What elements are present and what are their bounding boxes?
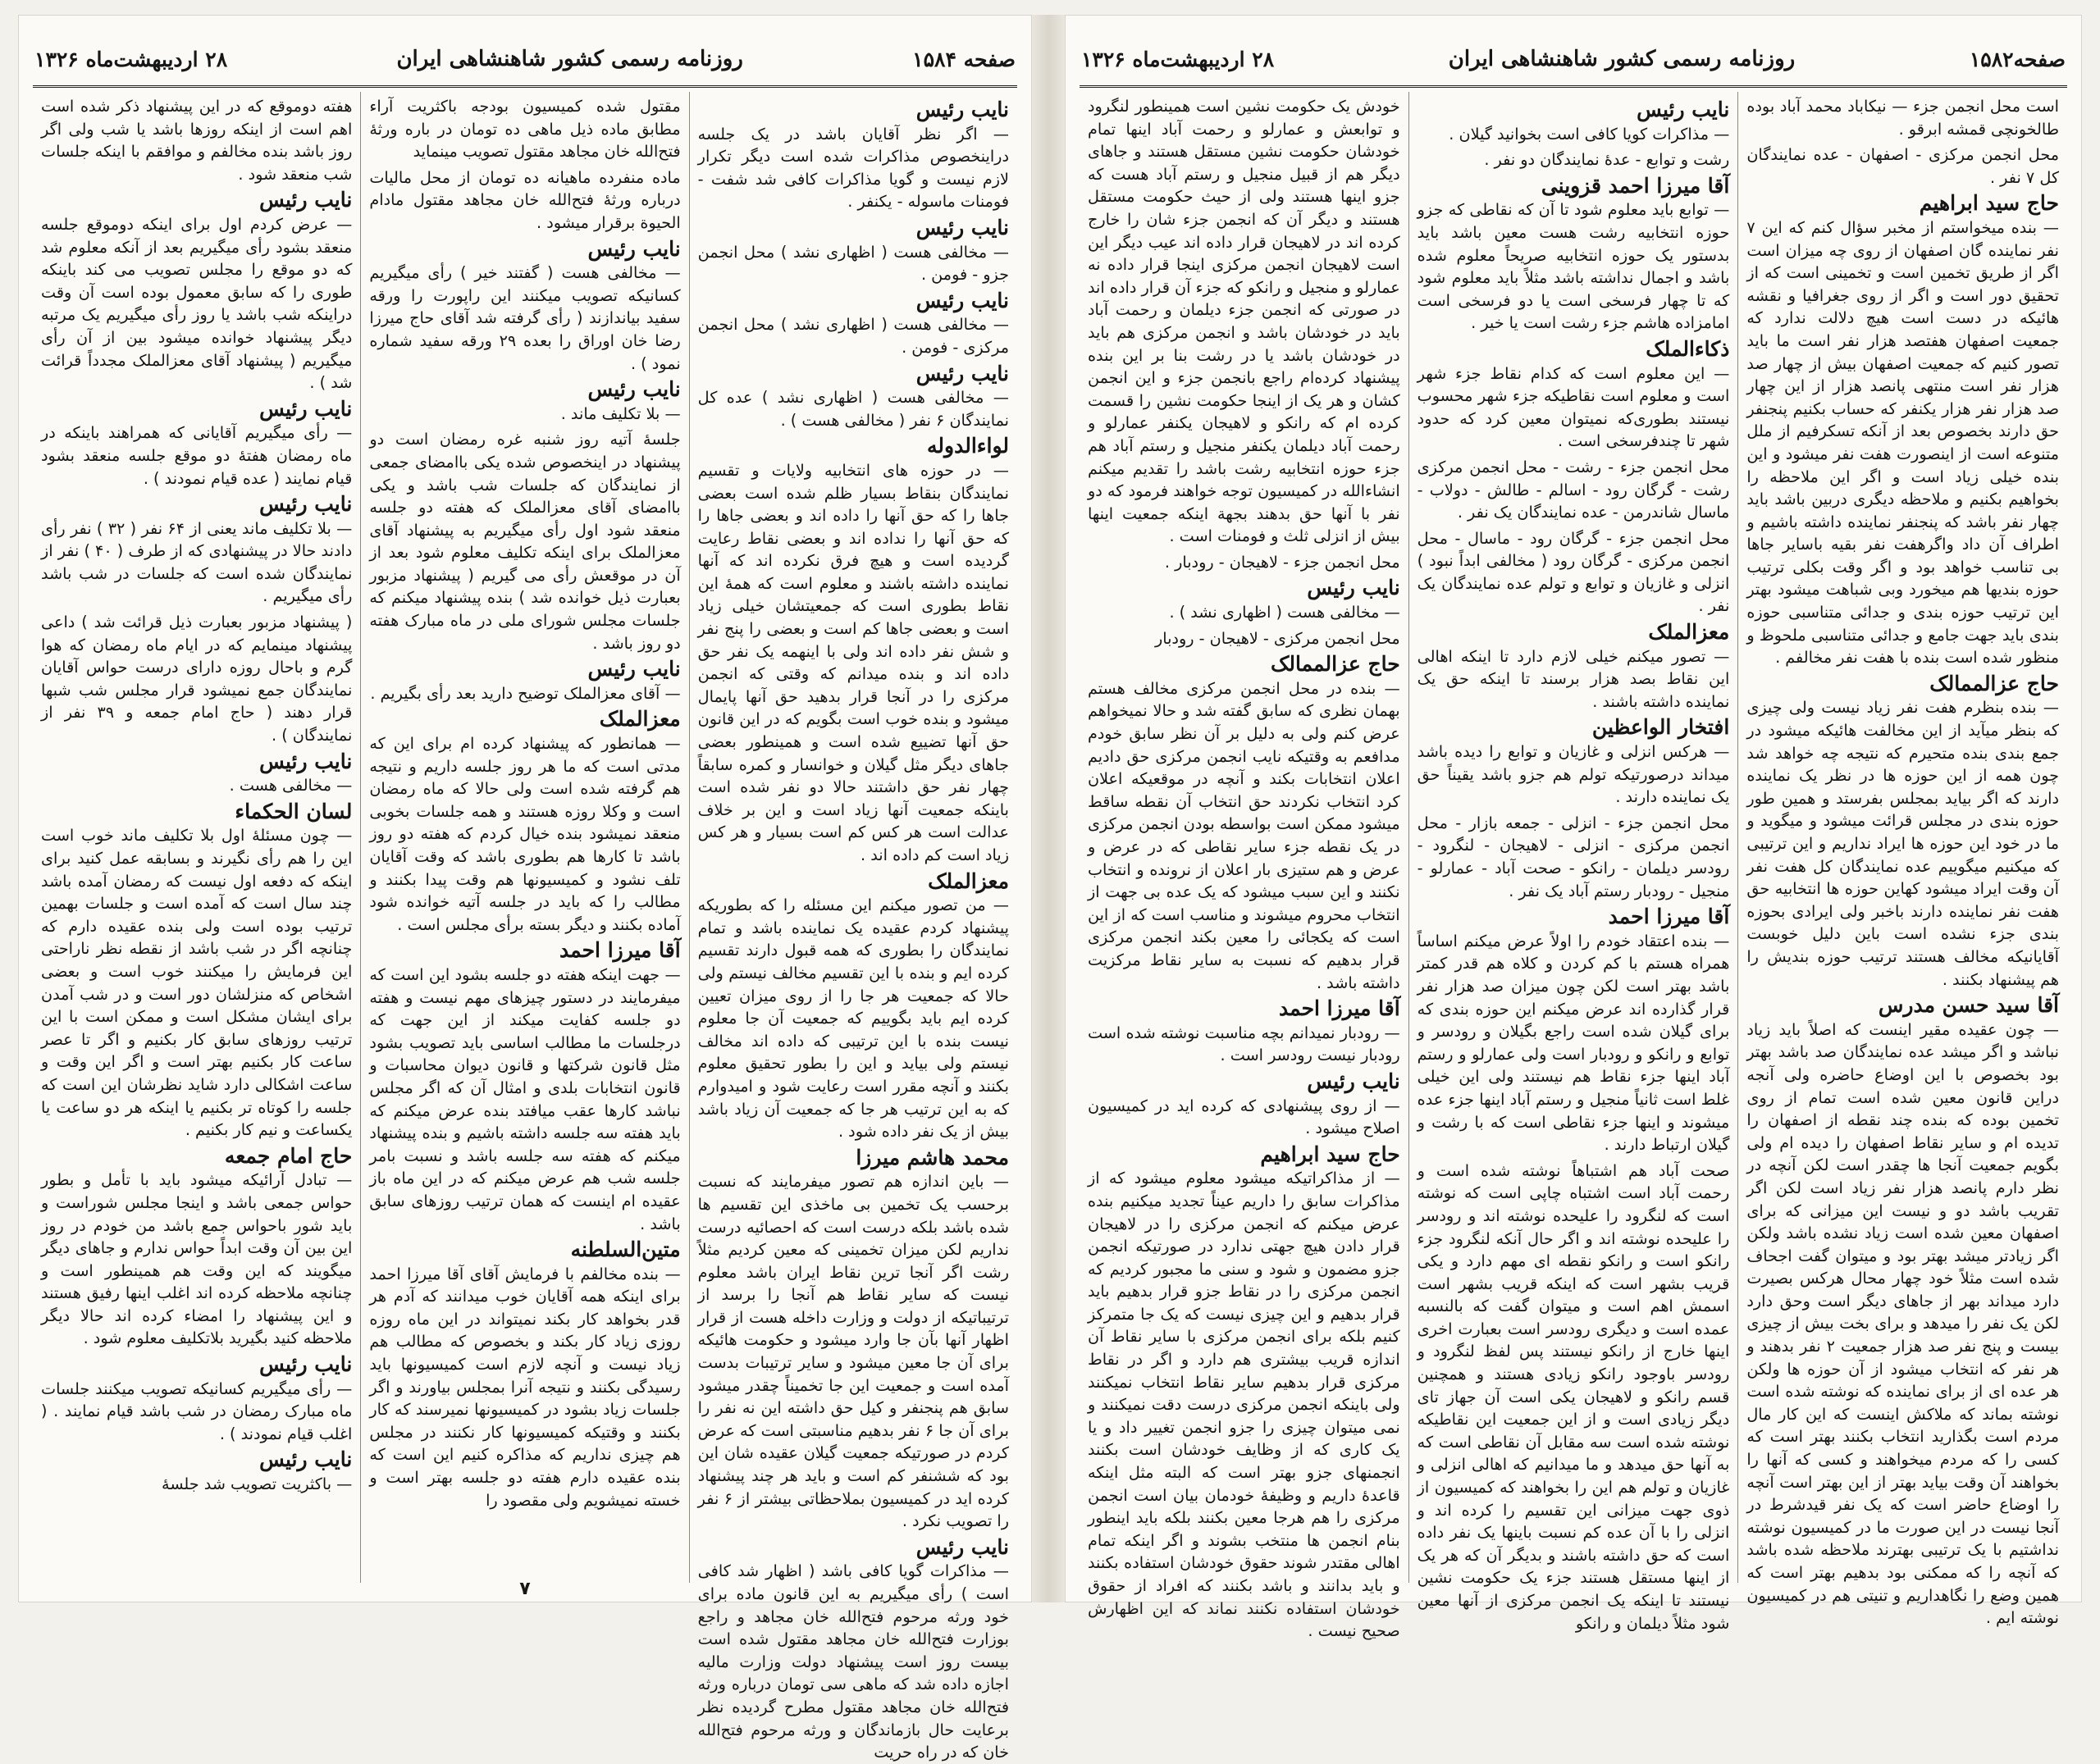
speaker-name: نایب رئیس	[1637, 98, 1730, 121]
speaker-name: نایب رئیس	[1307, 1069, 1400, 1093]
speaker-name: محمد هاشم میرزا	[856, 1145, 1009, 1169]
paragraph: — هرکس انزلی و غازیان و توابع را دیده باشد میداند درصورتیکه تولم هم جزو باشد یقیناً حق یک نماینده دارند .	[1417, 742, 1730, 807]
left-page-date: ۲۸ اردیبهشت‌ماه ۱۳۲۶	[34, 47, 228, 71]
right-page-header	[1081, 43, 2066, 75]
left-column-2	[360, 92, 688, 1583]
paragraph: — مخالفی هست ( گفتند خیر ) رأی میگیریم کسانیکه تصویب میکنند این راپورت را ورقه سفید بیاندازند ( رأی گرفته شد آقای حاج میرزا رضا خان اوراق را بعده ۲۹ ورقه سفید شماره نمود ) .	[369, 263, 681, 373]
left-header-rule	[33, 85, 1017, 88]
speaker-name: لسان الحکماء	[235, 799, 353, 823]
paragraph: محل انجمن جزء - رشت - محل انجمن مرکزی رشت - گرگان رود - اسالم - طالش - دولاب - ماسال شاندرمن - عده نمایندگان یک نفر .	[1417, 457, 1730, 522]
paragraph: — رأی میگیریم کسانیکه تصویب میکنند جلسات ماه مبارک رمضان در شب باشد قیام نمایند . ( اغلب قیام نمودند ) .	[41, 1379, 353, 1443]
right-page-label: صفحه۱۵۸۲	[1969, 47, 2066, 71]
speaker-name: حاج سید ابراهیم	[1260, 1142, 1400, 1166]
paragraph: صحت آباد هم اشتباهاً نوشته شده است و رحمت آباد است اشتباه چاپی است که نوشته است که لنگرود را علیحده نوشته اند و رودسر را علیحده نوشته اند و اگر حال آنکه لنگرود جزء رانکو است و رانکو نقطه ای مهم دارد و یکی قریب بشهر است که اینکه قریب بشهر است اسمش اهم است و میتوان گفت که بالنسبه عمده است و دیگری رودسر است بعبارت اخری اینها خارج از رانکو نیستند پس لفظ لنگرود و رودسر باوجود رانکو زیادی هستند و همچنین قسم رانکو و لاهیجان یکی است آن جهاز تای دیگر زیادی است و از این جمعیت این نقاطیکه نوشته شده است سه مقابل آن نقاطی است که به آنها حق میدهد و ما میدانیم که اهالی انزلی و غازیان و تولم هم این را بخواهند که کمیسیون از ذوی جهت میزانی این تقسیم را کرده اند و انزلی را با آن عده کم نسبت باینها یک نفر داده است که حق داشته باشند و بدیگر آن که هر یک از اینها مستقل هستند جزء یک حکومت نشین نیستند تا اینکه یک انجمن مرکزی از آنها معین شود مثلاً دیلمان و رانکو	[1417, 1160, 1730, 1633]
paragraph: است محل انجمن جزء — نیکاباد محمد آباد بوده طالخونچی قمشه ابرقو .	[1746, 97, 2059, 139]
speaker-name: نایب رئیس	[587, 236, 681, 261]
paragraph: — مخالفی هست .	[229, 776, 353, 795]
paragraph: — جهت اینکه هفته دو جلسه بشود این است که میفرمایند در دستور چیزهای مهم نیست و هفته دو جلسه کفایت میکند از این جهت که درجلسات ما مطالب اساسی باید تصویب بشود مثل قانون شرکتها و قانون دیوان محاسبات و قانون انتخابات بلدی و امثال آن که اگر مجلس نباشد کارها عقب میافتد بنده عرض میکنم که باید هفته سه جلسه داشته باشیم و بنده پیشنهاد میکنم که هفته سه جلسه باشد و نسبت بامر جلسه شب هم عرض میکنم که در این ماه باز عقیده ام اینست که همان ترتیب روزهای سابق باشد .	[369, 964, 681, 1233]
paragraph: — بلا تکلیف ماند .	[560, 403, 681, 423]
speaker-name: نایب رئیس	[1307, 576, 1400, 600]
paragraph: — توابع باید معلوم شود تا آن که نقاطی که جزو حوزه انتخابیه رشت هست معین باشد باید بدستور یک حوزه انتخابیه صریحاً معلوم شده باشد و اجمال نداشته باشد مثلاً باید معلوم شود که تا چهار فرسخی است یا دو فرسخی است امامزاده هاشم جزء رشت است یا خیر .	[1417, 200, 1730, 333]
paragraph: — بنده میخواستم از مخبر سؤال کنم که این ۷ نفر نماینده گان اصفهان از روی چه میزان است اگر از طریق تخمین است و تخمینی است که از تحقیق دور است و اگر از روی جغرافیا و نقشه هائیکه در دست است هیچ دلالت ندارد که جمعیت اصفهان هفتصد هزار نفر است ما باید تصور کنیم که جمعیت اصفهان بیش از چهار صد هزار نفر است منتهی پانصد هزار از این چهار صد هزار نفر هزار یکنفر که حساب بکنیم پنجنفر حق دارند بخصوص بعد از آنکه تسکرفیم از ملل متنوعه است از اینصورت هفت نفر میشود و این بنده خیلی زیاد است و اگر این ملاحظه را بخواهیم بکنیم و ملاحظه دیگری دربین باشد باید چهار نفر باشد که پنجنفر نماینده داشته باشیم و اطراف آن داد واگرهفت نفر بقیه باسایر جاها بی تناسب خواهد بود و اگر وقت بکلی ترتیب حوزه بندیها هم میخورد وبی شباهت میشود بهتر این ترتیب حوزه بندی و جدائی متناسبی حوزه بندی باید جهت جامع و جدائی متناسبی ملحوظ و منظور شده است بنده با هفت نفر مخالفم .	[1746, 217, 2059, 668]
speaker-name: نایب رئیس	[259, 1447, 353, 1472]
paragraph: مقتول شده کمیسیون بودجه باکثریت آراء مطابق ماده ذیل ماهی ده تومان در باره ورثهٔ فتح‌الله خان مجاهد مقتول تصویب مینماید	[369, 97, 681, 162]
paragraph: — مخالفی هست ( اظهاری نشد ) .	[1169, 603, 1400, 622]
paragraph: — آقای معزالملک توضیح دارید بعد رأی بگیریم .	[370, 683, 681, 703]
paragraph: ماده منفرده ماهیانه ده تومان از محل مالیات درباره ورثهٔ فتح‌الله خان مجاهد مقتول مادام الحیوة برقرار میشود .	[369, 167, 681, 232]
paragraph: — من تصور میکنم این مسئله را که بطوریکه پیشنهاد کردم عقیده یک نماینده باشد و تمام نمایندگان را بطوری که همه قبول دارند تقسیم کرده ایم و بنده با این تقسیم مخالف نیستم ولی حالا که جمعیت هر جا را از روی میزان تعیین کرده ایم باید بگوییم که جمعیت آن جا معلوم نیست بنده با این ترتیبی که داده اند مخالف نیستم ولی بیاید و این را بطور تحقیق معلوم بکنند و آنچه مقرر است رعایت شود و امیدوارم که به این ترتیب هر جا که جمعیت آن زیاد باشد بیش از یک نفر داده شود .	[697, 896, 1009, 1142]
speaker-name: معزالملک	[1648, 620, 1730, 645]
speaker-name: نایب رئیس	[587, 377, 681, 402]
paragraph: جلسهٔ آتیه روز شنبه غره رمضان است دو پیشنهاد در اینخصوص شده یکی باامضای جمعی از نمایندگان که جلسات شب باشد و یکی باامضای آقای معزالملک که هفته دو جلسه منعقد شود اول رأی میگیریم به پیشنهاد آقای معزالملک برای اینکه تکلیف معلوم شود بعد از آن در موقعش رأی می گیریم ( پیشنهاد مزبور بعبارت ذیل خوانده شد ) بنده پیشنهاد میکنم که جلسات مجلس شورای ملی در ماه مبارک هفته دو روز باشد .	[369, 430, 681, 653]
page-number: ۷	[519, 1579, 531, 1599]
right-column-2	[1408, 92, 1738, 1633]
paragraph: — رأی میگیریم آقایانی که همراهند باینکه در ماه رمضان هفتهٔ دو موقع جلسه منعقد بشود قیام نمایند ( عده قیام نمودند ) .	[41, 423, 353, 488]
paragraph: هفته دوموقع که در این پیشنهاد ذکر شده است اهم است از اینکه روزها باشد یا شب ولی اگر روز باشد بنده مخالفم و موافقم با اینکه جلسات شب منعقد شود .	[41, 97, 353, 184]
paragraph: خودش یک حکومت نشین است همینطور لنگرود و توابعش و عمارلو و رحمت آباد اینها تمام خودشان حکومت نشین مستقل هستند و جاهای دیگر هم از قبیل منجیل و رستم آباد هست که جزو اینها هستند ولی از حیث حکومت مستقل هستند و دیگر آن که انجمن جزء شان را خارج کرده اند در لاهیجان قرار داده اند عیب دیگر این است لاهیجان انجمن مرکزی اینجا قرار داده نه عمارلو و منجیل و رانکو که جزء آن قرار داده اند در صورتی که انجمن جزء دیلمان و رحمت آباد باید در خودشان باشد و انجمن مرکزی هم باید در خودشان باشد یا در رشت بنا بر این بنده پیشنهاد کرده‌ام راجع بانجمن جزء و این انجمن کشان و هر یک از اینجا حکومت نشین را قسمت کرده ام که رانکو و لاهیجان یکنفر عمارلو و رحمت آباد دیلمان یکنفر منجیل و رستم آباد هم جزء حوزه انتخابیه رشت باشد را تقدیم میکنم انشاء‌الله در کمیسیون توجه خواهند فرمود که دو نفر با آنها حق بدهند بجهة اینکه جمعیت اینها بیش از انزلی ثلث و فومنات است .	[1087, 97, 1400, 546]
speaker-name: حاج امام جمعه	[224, 1143, 353, 1168]
speaker-name: نایب رئیس	[259, 749, 353, 773]
right-page-title: روزنامه رسمی کشور شاهنشاهی ایران	[1448, 47, 1796, 71]
speaker-name: معزالملک	[928, 868, 1009, 893]
paragraph: — مخالفی هست ( اظهاری نشد ) محل انجمن مرکزی - فومن .	[697, 315, 1009, 357]
left-page-label: صفحه ۱۵۸۴	[912, 47, 1016, 71]
paragraph: — تبادل آرائیکه میشود باید با تأمل و بطور حواس جمعی باشد و اینجا مجلس شوراست و باید شور باحواس جمع باشد من خودم در روز این بین آن وقت ابداً حواس ندارم و جاهای دیگر میگویند که این وقت هم همینطور است و چنانچه ملاحظه کرده اند اغلب اینها رفیق هستند و این پیشنهاد را امضاء کرده اند حالا دیگر ملاحظه کنید بگیرید بلاتکلیف معلوم شود .	[41, 1170, 353, 1348]
speaker-name: آقا میرزا احمد قزوینی	[1541, 173, 1730, 198]
paragraph: رشت و توابع - عدهٔ نمایندگان دو نفر .	[1484, 150, 1730, 170]
speaker-name: نایب رئیس	[915, 361, 1009, 385]
speaker-name: نایب رئیس	[259, 1352, 353, 1377]
left-column-3	[33, 92, 360, 1583]
right-header-rule	[1080, 85, 2067, 88]
left-page-header	[34, 43, 1016, 75]
right-page	[1065, 15, 2082, 1641]
paragraph: — باکثریت تصویب شد جلسهٔ	[162, 1475, 353, 1494]
paragraph: — این معلوم است که کدام نقاط جزء شهر است و معلوم است نقاطیکه جزء شهر محسوب نیستند بطوری‌که نمیتوان معین کرد که حدود شهر تا چندفرسخی است .	[1417, 363, 1730, 451]
paragraph: — بنده در محل انجمن مرکزی مخالف هستم بهمان نظری که سابق گفته شد و حالا نمیخواهم عرض کنم ولی به دلیل بر آن نظر سابق خودم مدافعم به وقتیکه نایب انجمن مرکزی حق دادیم اعلان انتخابات بکند و آنچه در موقعیکه اعلان کرد انتخاب نکردند حق انتخاب آن نقطه ساقط میشود ممکن است بواسطه بودن انجمن مرکزی در یک نقطه جزء سایر نقاطی که در عرض و عرض و هم ستیزی بار اعلان از نرونده و انتخاب نکنند و این سبب میشود که یک عده بی جهت از انتخاب محروم میشوند و مناسب است که از این است که یکجائی را معین بکند انجمن مرکزی قرار بدهیم که نسبت به سایر نقاط مرکزیت داشته باشد .	[1087, 678, 1400, 992]
speaker-name: آقا سید حسن مدرس	[1878, 993, 2059, 1018]
paragraph: — باین اندازه هم تصور میفرمایند که نسبت برحسب یک تخمین بی ماخذی این تقسیم ها شده باشد بلکه درست است که احصائیه درست نداریم لکن میزان تخمینی که معین کردیم مثلاً رشت اگر آنجا ترین نقاط ایران باشد معلوم نیست که سایر نقاط هم آنجا را برسد از ترتیباتیکه از دولت و وزارت داخله هست از قرار اظهار آنها بآن جا وارد میشود و حکومت هائیکه برای آن جا معین میشود و سایر ترتیبات بدست آمده است و جمعیت این جا تخمیناً چقدر میشود سابق هم پنجنفر و کیل حق داشته این نه نفر را برای آن جا ۶ نفر بدهیم مناسبتی است که عرض کردم در صورتیکه جمعیت گیلان عقیده شان این بود که ششنفر کم است و باید هر چند پیشنهاد کرده اید در کمیسیون بملاحظاتی بیشتر از ۶ نفر را تصویب نکرد .	[697, 1172, 1009, 1531]
paragraph: — از روی پیشنهادی که کرده اید در کمیسیون اصلاح میشود .	[1087, 1096, 1400, 1138]
right-column-1	[1737, 92, 2067, 1628]
paragraph: — مذاکرات گویا کافی باشد ( اظهار شد کافی است ) رأی میگیریم به این قانون ماده برای خود ورثه مرحوم فتح‌الله خان مجاهد و راجع بوزارت فتح‌الله خان مجاهد مقتول شده است بیست روز است پیشنهاد دولت وزارت مالیه اجازه داده شد که ماهی سی تومان درباره ورثه فتح‌الله خان مجاهد مقتول مطرح گردیده نظر برعایت حال بازماندگان و ورثه مرحوم فتح‌الله خان که در راه حریت	[697, 1561, 1009, 1762]
left-column-1	[689, 92, 1017, 1762]
paragraph: — از مذاکراتیکه میشود معلوم میشود که از مذاکرات سابق را داریم عیناً تجدید میکنیم بنده عرض میکنم که انجمن مرکزی را در لاهیجان قرار دادن هیچ جهتی ندارد در صورتیکه انجمن جزو مضمون و شود و سنی ما مجبور کردیم که انجمن مرکزی را در نقاط جزو قرار بدهیم باید قرار بدهیم و این چیزی نیست که یک جا متمرکز کنیم بلکه برای انجمن مرکزی با سایر نقاط آن اندازه قریب بیشتری هم دارد و اگر در نقاط مرکزی قرار بدهیم سایر نقاط انتخاب نمیکنند ولی باینکه انجمن مرکزی درست دقت نمیکنند و نمی میتوان چیزی را جزو انجمن تغییر داد و یا یک کاری که از وظایف خودشان است بکنند انجمنهای جزو بهتر است که البته مثل اینکه قاعدهٔ داریم و وظیفهٔ خودمان بیان است انجمن مرکزی را هم هرجا معین بکنند بلکه باید اینطور بنام انجمن ها منتخب بشوند و اگر اینکه تمام اهالی مقتدر شوند حقوق خودشان استفاده بکنند و باید بدانند و باشد بکنند که افراد از حقوق خودشان استفاده نکنند نماند که این اظهارش صحیح نیست .	[1087, 1169, 1400, 1641]
speaker-name: آقا میرزا احمد	[559, 938, 681, 963]
speaker-name: حاج عزالممالک	[1929, 671, 2059, 695]
paragraph: محل انجمن مرکزی - لاهیجان - رودبار	[1154, 628, 1400, 648]
speaker-name: معزالملک	[599, 707, 681, 732]
paragraph: ( پیشنهاد مزبور بعبارت ذیل قرائت شد ) داعی پیشنهاد مینمایم که در ایام ماه رمضان که هوا گرم و باحال روزه دارای درست حواس آقایان نمایندگان جمع نمیشود قرار مجلس شب شبها قرار دهند ( حاج امام جمعه و ۳۹ نفر از نمایندگان ) .	[41, 613, 353, 745]
right-page-columns	[1080, 92, 2067, 1641]
paragraph: — عرض کردم اول برای اینکه دوموقع جلسه منعقد بشود رأی میگیریم بعد از آنکه معلوم شد که دو موقع را مجلس تصویب می کند باینکه طوری را که سابق معمول بوده است آن وقت دراینکه شب باشد یا روز رأی میگیریم یک مرتبه دیگر پیشنهاد خوانده میشود بین از آن رأی میگیریم ( پیشنهاد آقای معزالملک مجدداً قرائت شد ) .	[41, 214, 353, 393]
speaker-name: نایب رئیس	[259, 396, 353, 421]
paragraph: محل انجمن جزء - لاهیجان - رودبار .	[1164, 552, 1400, 572]
speaker-name: نایب رئیس	[915, 98, 1009, 121]
speaker-name: ذکاء‌الملک	[1646, 336, 1730, 361]
paragraph: — بنده بنظرم هفت نفر زیاد نیست ولی چیزی که بنظر میآید از این مخالفت هائیکه میشود در جمع بندی بنده متحیرم که نتیجه چه خواهد شد چون همه از این حوزه ها در نظر یک نماینده دارند که اگر بیاید بمجلس بفرستد و همین طور حوزه بندی در مجلس قرائت میشود و میگوید و ما در خود این حوزه ها ایراد نداریم و این ترتیبی که میکنیم میگوییم عده نمایندگان کل هفت نفر آن وقت ایراد میشود کهاین حوزه ها انتخابیه حق هفت نفر نماینده دارند باخبر ولی ایرادی بحوزه بندی جزء نشده است باین دلیل خوبست آقایانیکه مخالف هستند ترتیب حوزه بندیش را هم پیشنهاد بکنند .	[1746, 698, 2059, 989]
paragraph: — مخالفی هست ( اظهاری نشد ) محل انجمن جزو - فومن .	[697, 242, 1009, 285]
paragraph: — در حوزه های انتخابیه ولایات و تقسیم نمایندگان بنقاط بسیار ظلم شده است بعضی جاها را که حق آنها را داده اند و بعضی جاها را که حق آنها را نداده اند و بعضی نقاط رعایت گردیده است و هیچ فرق نکرده اند که آنها نماینده داشته باشند و معلوم است که همهٔ این نقاط بطوری است که جمعیتشان خیلی زیاد است و بعضی جاها کم است و بعضی را پنج نفر و شش نفر داده اند ولی با اینهمه یک نفر حق داده اند و بنده میدانم که وقتی که انجمن مرکزی را در آنجا قرار بدهید حق آنها پایمال میشود و بنده خوب است بگویم که در این قانون حق آنها تضییع شده است و همینطور بعضی جاهای دیگر مثل گیلان و خوانسار و کمره سابقاً چهار نفر حق داشتند حالا دو نفر شده است باینکه جمعیت آنها زیاد است و این بر خلاف عدالت است هر کس کم است بسیار و هر کس زیاد است کم داده اند .	[697, 460, 1009, 864]
speaker-name: حاج سید ابراهیم	[1919, 191, 2059, 216]
paragraph: — تصور میکنم خیلی لازم دارد تا اینکه اهالی این نقاط بصد هزار برسند تا اینکه حق یک نماینده داشته باشند .	[1417, 646, 1730, 711]
paragraph: — مذاکرات کویا کافی است بخوانید گیلان .	[1449, 124, 1730, 144]
paragraph: — بلا تکلیف ماند یعنی از ۶۴ نفر ( ۳۲ ) نفر رأی دادند حالا در پیشنهادی که از طرف ( ۴۰ ) نفر از نمایندگان شده است که جلسات در شب باشد رأی میگیریم .	[41, 518, 353, 606]
left-page	[18, 15, 1032, 1762]
speaker-name: حاج عزالممالک	[1270, 652, 1400, 677]
right-page-date: ۲۸ اردیبهشت‌ماه ۱۳۲۶	[1081, 47, 1275, 71]
left-page-title: روزنامه رسمی کشور شاهنشاهی ایران	[396, 47, 743, 71]
speaker-name: نایب رئیس	[259, 492, 353, 517]
speaker-name: نایب رئیس	[587, 657, 681, 681]
paragraph: — مخالفی هست ( اظهاری نشد ) عده کل نمایندگان ۶ نفر ( مخالفی هست ) .	[697, 388, 1009, 430]
paragraph: — بنده اعتقاد خودم را اولاً عرض میکنم اساساً همراه هستم با کم کردن و کلاه هم قدر کمتر باشد بهتر است لکن چون میزان صد هزار نفر قرار گذارده اند عرض میکنم این حوزه بندی که برای گیلان شده است راجع بگیلان و رودسر و توابع و رانکو و رودبار است ولی عمارلو و رستم آباد اینها جزء نقاط هم نیستند ولی این خیلی غلط است ثانیاً منجیل و رستم آباد اینها جزء عده میشوند و اینها جزء نقاطی است که با رشت و گیلان ارتباط دارند .	[1417, 931, 1730, 1155]
speaker-name: نایب رئیس	[259, 188, 353, 212]
page-gutter	[1032, 15, 1065, 1602]
speaker-name: آقا میرزا احمد	[1279, 996, 1400, 1021]
paragraph: — چون مسئلهٔ اول بلا تکلیف ماند خوب است این را هم رأی نگیرند و بسابقه عمل کنید برای اینکه که دفعه اول نیست که رمضان آمده باشد چند سال است که آمده است و جلسات بهمین ترتیب بوده است ولی بنده عقیده دارم که چنانچه اگر در شب باشد از نقطه نظر ناراحتی این فرمایش را میکنند خوب است و بعضی اشخاص که منزلشان دور است و در شب آمدن برای ایشان مشکل است و ممکن است با این ترتیب روزهای سابق کار بکنیم و اگر تا عصر ساعت کار بکنیم بهتر است و اگر این وقت و ساعت اشکالی دارد شاید نظرشان این است که جلسه را کوتاه تر بکنیم یا اینکه هر دو ساعت یا یکساعت و نیم کار بکنیم .	[41, 826, 353, 1140]
right-column-3	[1080, 92, 1408, 1641]
speaker-name: آقا میرزا احمد	[1608, 905, 1730, 929]
paragraph: محل انجمن مرکزی - اصفهان - عده نمایندگان کل ۷ نفر .	[1746, 145, 2059, 187]
speaker-name: متین‌السلطنه	[570, 1238, 681, 1262]
paragraph: محل انجمن جزء - گرگان رود - ماسال - محل انجمن مرکزی - گرگان رود ( مخالفی ابداً نبود ) انزلی و غازیان و توابع و تولم عده نمایندگان یک نفر .	[1417, 528, 1730, 616]
speaker-name: لواء‌الدوله	[926, 434, 1009, 458]
left-page-columns	[33, 92, 1017, 1762]
speaker-name: نایب رئیس	[915, 1534, 1009, 1559]
speaker-name: نایب رئیس	[915, 215, 1009, 239]
paragraph: — همانطور که پیشنهاد کرده ام برای این که مدتی است که ما هر روز جلسه داریم و نتیجه هم گرفته شده است ولی حالا که ماه رمضان است و وکلا روزه هستند و همه جلسات بخوبی منعقد نمیشود بنده خیال کردم که هفته دو روز باشد تا کارها هم بطوری باشد که وقت آقایان تلف نشود و کمیسیونها هم وقت پیدا بکنند و مطالب را که باید در جلسه آتیه خوانده شود آماده بکنند و دیگر بسته برأی مجلس است .	[369, 734, 681, 934]
paragraph: — بنده مخالفم با فرمایش آقای آقا میرزا احمد برای اینکه همه آقایان خوب میدانند که آدم هر قدر بخواهد کار بکند نمیتواند در این ماه روزه روزی زیاد کار بکند و بخصوص که مطالب هم زیاد نیست و آنچه لازم است کمیسیونها باید رسیدگی بکنند و نتیجه آنرا بمجلس بیاورند و اگر جلسات زیاد بشود در کمیسیونها نمیرسند که کار بکنند و وقتیکه کمیسیونها کار نکنند در مجلس هم چیزی نداریم که مذاکره کنیم این است که بنده عقیده دارم هفته دو جلسه بهتر است و خسته نمیشویم ولی مقصود را	[369, 1264, 681, 1510]
paragraph: محل انجمن جزء - انزلی - جمعه بازار - محل انجمن مرکزی - انزلی - لاهیجان - لنگرود - رودسر دیلمان - رانکو - صحت آباد - عمارلو - منجیل - رودبار رستم آباد یک نفر .	[1417, 813, 1730, 900]
speaker-name: افتخار الواعظین	[1591, 715, 1730, 740]
paragraph: — چون عقیده مقیر اینست که اصلاً باید زیاد نباشد و اگر میشد عده نمایندگان صد باشد بهتر بود بخصوص با این اوضاع حاضره ولی آنجه دراین قانون معین شده است تمام از روی تخمین بوده که بنده چند نقطه از اصفهان را تدیده ام و سایر نقاط اصفهان را دیده ام ولی بگویم جمعیت آنجا ها چقدر است لکن آنچه در نظر دارم پانصد هزار نفر زیاد است لکن اگر تقریب باشد دو و نیست این میزانی که برای اصفهان معین شده است زیاد نشده باشد ولکن اگر زیادتر میشد بهتر بود و میتوان گفت اجحاف شده است مثلاً خود چهار محال هرکس بصیرت دارد میداند بهر از جاهای دیگر است وحق دارد لکن یک نفر را میدهد و برای بخت بیش از چیزی بیست و پنج نفر صد هزار جمعیت ۲ نفر بدهند و هر نفر که انتخاب میشود از آن حوزه ها ولکن هر عده ای از برای نماینده که نوشته شده است نوشته بماند که ملاکش اینست که این کار مال مردم است بگذارید انتخاب بکنند بهتر است که کسی را که مردم میخواهند و کسی که آنها را بخواهند آن وقت بیاید بهتر از این بهتر است آنچه را اوضاع حاضر است که یک نفر قیدشرط در آنجا نیست در این صورت ما در کمیسیون نوشته نداشتیم با یک ترتیبی بهترند ملاحظه شده باشد که آنچه را که ممکنی بود بدهیم بهتر است که همین وضع را نگاهداریم و تنیتی هم در کمیسیون نوشته ایم .	[1746, 1019, 2059, 1628]
speaker-name: نایب رئیس	[915, 288, 1009, 312]
paragraph: — اگر نظر آقایان باشد در یک جلسه دراینخصوص مذاکرات شده است دیگر تکرار لازم نیست و گویا مذاکرات کافی شد شفت - فومنات ماسوله - یکنفر .	[697, 124, 1009, 212]
paragraph: — رودبار نمیدانم بچه مناسبت نوشته شده است رودبار نیست رودسر است .	[1087, 1023, 1400, 1065]
